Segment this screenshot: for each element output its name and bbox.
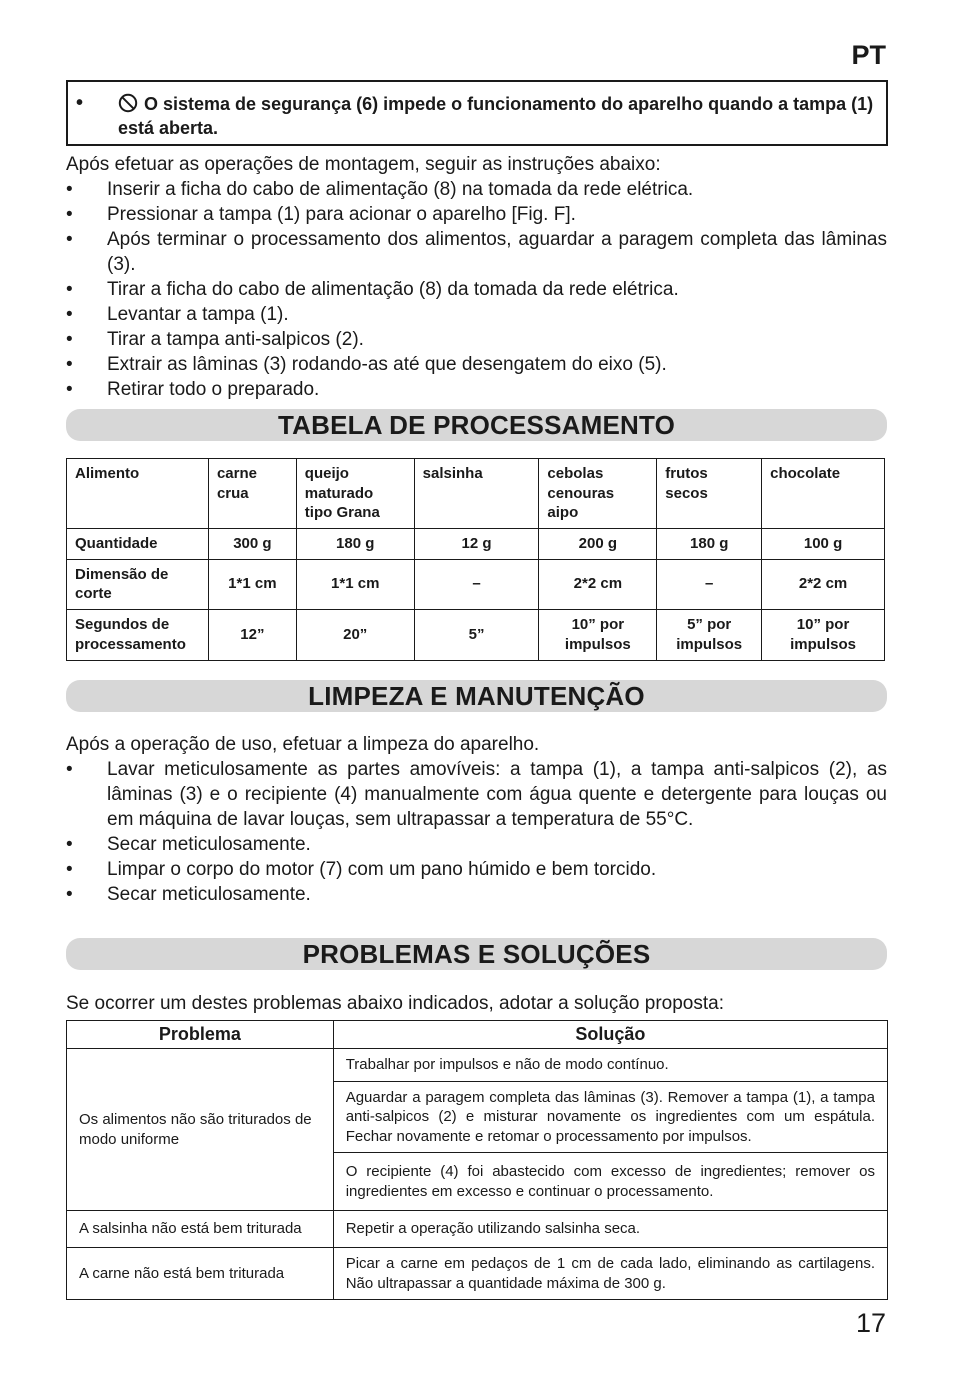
table-row [67,559,885,609]
bullet: • [76,92,84,114]
table-cell: 2*2 cm [762,559,885,609]
solution-cell: O recipiente (4) foi abastecido com excesso de ingredientes; remover os ingredientes em excesso e continuar o processamento. [333,1153,887,1211]
list-item: • Pressionar a tampa (1) para acionar o aparelho [Fig. F]. [66,204,576,225]
table-cell: 10” por impulsos [539,609,657,660]
safety-warning-box [66,80,888,146]
food-cell: queijo maturado tipo Grana [296,459,414,529]
table-row [67,1248,888,1300]
troubleshooting-intro: Se ocorrer um destes problemas abaixo indicados, adotar a solução proposta: [66,993,724,1014]
table-row [67,459,885,529]
table-cell: – [657,559,762,609]
problem-cell: A salsinha não está bem triturada [67,1211,334,1248]
list-item: • Tirar a ficha do cabo de alimentação (8) da tomada da rede elétrica. [66,279,679,300]
solution-cell: Repetir a operação utilizando salsinha seca. [333,1211,887,1248]
processing-table [66,458,885,661]
page-number: 17 [855,1308,886,1338]
table-header-cell: Alimento [67,459,209,529]
table-header-row [67,1021,888,1049]
section-heading-cleaning: LIMPEZA E MANUTENÇÃO [66,680,887,712]
section-heading-processing: TABELA DE PROCESSAMENTO [66,409,887,441]
table-cell: 1*1 cm [208,559,296,609]
table-cell: 5” por impulsos [657,609,762,660]
food-cell: chocolate [762,459,885,529]
food-cell: salsinha [414,459,539,529]
list-item: • Secar meticulosamente. [66,834,311,855]
table-cell: 10” por impulsos [762,609,885,660]
list-item: • Extrair as lâminas (3) rodando-as até que desengatem do eixo (5). [66,354,667,375]
food-cell: carne crua [208,459,296,529]
problem-cell: A carne não está bem triturada [67,1248,334,1300]
problem-cell: Os alimentos não são triturados de modo uniforme [67,1049,334,1211]
table-cell: 1*1 cm [296,559,414,609]
prohibited-icon [118,93,138,113]
list-item: • Tirar a tampa anti-salpicos (2). [66,329,364,350]
table-cell: 5” [414,609,539,660]
table-row [67,529,885,560]
cleaning-intro: Após a operação de uso, efetuar a limpeza do aparelho. [66,734,540,755]
table-cell: 100 g [762,529,885,560]
table-cell: 12” [208,609,296,660]
language-code: PT [851,40,886,70]
list-item: • Secar meticulosamente. [66,884,311,905]
row-label: Quantidade [67,529,209,560]
table-cell: – [414,559,539,609]
cleaning-steps [66,757,887,907]
table-cell: 180 g [657,529,762,560]
list-item: • Levantar a tampa (1). [66,304,289,325]
list-item: • Limpar o corpo do motor (7) com um pano húmido e bem torcido. [66,859,657,880]
safety-warning-text: O sistema de segurança (6) impede o funcionamento do aparelho quando a tampa (1) está aberta. [118,94,874,138]
table-cell: 12 g [414,529,539,560]
solution-cell: Aguardar a paragem completa das lâminas (3). Remover a tampa (1), a tampa anti-salpicos (2) e misturar novamente os ingredientes com um espátula. Fechar novamente e retomar o processamento por impulsos. [333,1081,887,1153]
safety-warning [118,92,878,140]
list-item: • Lavar meticulosamente as partes amovíveis: a tampa (1), a tampa anti-salpicos (2), as lâminas (3) e o recipiente (4) manualmente com água quente e detergente para louças ou em máquina de lavar louças, sem ultrapassar a temperatura de 55°C. [66,759,887,830]
list-item: • Inserir a ficha do cabo de alimentação (8) na tomada da rede elétrica. [66,179,694,200]
list-item: • Após terminar o processamento dos alimentos, aguardar a paragem completa das lâminas (3). [66,229,887,275]
row-label: Segundos de processamento [67,609,209,660]
table-row [67,1049,888,1082]
table-cell: 200 g [539,529,657,560]
table-row [67,609,885,660]
section-heading-troubleshooting: PROBLEMAS E SOLUÇÕES [66,938,887,970]
operation-intro: Após efetuar as operações de montagem, seguir as instruções abaixo: [66,154,661,175]
troubleshooting-table [66,1020,888,1300]
table-cell: 300 g [208,529,296,560]
food-cell: frutos secos [657,459,762,529]
table-row [67,1211,888,1248]
row-label: Dimensão de corte [67,559,209,609]
food-cell: cebolas cenouras aipo [539,459,657,529]
column-header-problem: Problema [67,1021,334,1049]
table-cell: 20” [296,609,414,660]
operation-steps [66,177,887,402]
table-cell: 180 g [296,529,414,560]
list-item: • Retirar todo o preparado. [66,379,320,400]
solution-cell: Picar a carne em pedaços de 1 cm de cada lado, eliminando as cartilagens. Não ultrapassar a quantidade máxima de 300 g. [333,1248,887,1300]
table-cell: 2*2 cm [539,559,657,609]
solution-cell: Trabalhar por impulsos e não de modo contínuo. [333,1049,887,1082]
column-header-solution: Solução [333,1021,887,1049]
